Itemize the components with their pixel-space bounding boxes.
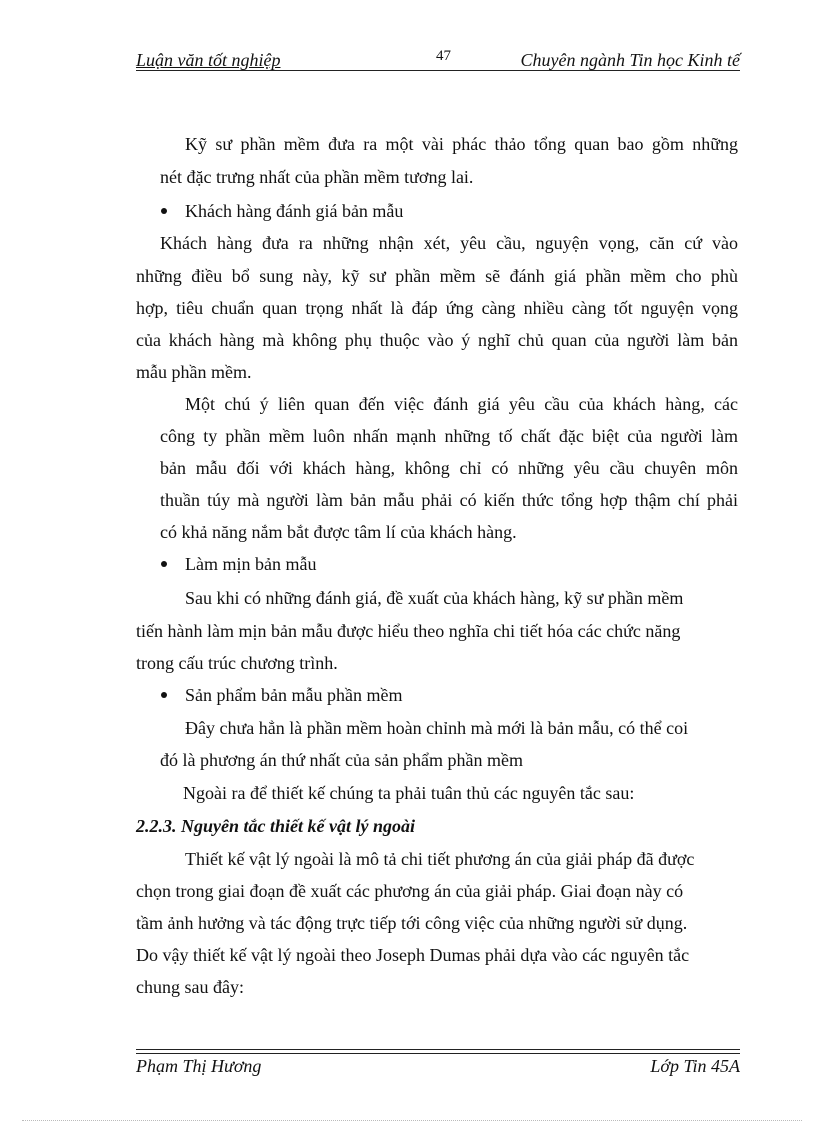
paragraph-line: nét đặc trưng nhất của phần mềm tương lai. [160, 167, 474, 187]
paragraph-line: Một chú ý liên quan đến việc đánh giá yêu cầu của khách hàng, các [185, 394, 738, 414]
paragraph-line: của khách hàng mà không phụ thuộc vào ý nghĩ chủ quan của người làm bản [136, 330, 738, 350]
paragraph-line: thuần túy mà người làm bản mẫu phải có kiến thức tổng hợp thậm chí phải [160, 490, 738, 510]
footer-author: Phạm Thị Hương [136, 1056, 262, 1076]
bullet-item: Khách hàng đánh giá bản mẫu [185, 201, 404, 221]
page-number: 47 [436, 48, 451, 64]
paragraph-line: Đây chưa hẳn là phần mềm hoàn chỉnh mà mới là bản mẫu, có thể coi [185, 718, 689, 738]
header-rule [136, 70, 740, 71]
header-major: Chuyên ngành Tin học Kinh tế [520, 50, 740, 70]
paragraph-line: có khả năng nắm bắt được tâm lí của khách hàng. [160, 522, 517, 542]
paragraph-line: chung sau đây: [136, 977, 244, 997]
page-footer [136, 1054, 740, 1080]
paragraph-line: những điều bổ sung này, kỹ sư phần mềm sẽ đánh giá phần mềm cho phù [136, 266, 738, 286]
bullet-item: Làm mịn bản mẫu [185, 554, 317, 574]
paragraph-line: công ty phần mềm luôn nhấn mạnh những tố chất đặc biệt của người làm [160, 426, 738, 446]
bullet-icon [161, 692, 167, 698]
paragraph-line: Khách hàng đưa ra những nhận xét, yêu cầu, nguyện vọng, căn cứ vào [160, 233, 738, 253]
paragraph-line: Thiết kế vật lý ngoài là mô tả chi tiết phương án của giải pháp đã được [185, 849, 695, 869]
paragraph-line: Do vậy thiết kế vật lý ngoài theo Joseph Dumas phải dựa vào các nguyên tắc [136, 945, 690, 965]
paragraph-line: tầm ảnh hưởng và tác động trực tiếp tới công việc của những người sử dụng. [136, 913, 688, 933]
paragraph-line: bản mẫu đối với khách hàng, không chỉ có những yêu cầu chuyên môn [160, 458, 738, 478]
paragraph-line: Kỹ sư phần mềm đưa ra một vài phác thảo tổng quan bao gồm những [185, 134, 738, 154]
bullet-item: Sản phẩm bản mẫu phần mềm [185, 685, 403, 705]
paragraph-line: Ngoài ra để thiết kế chúng ta phải tuân thủ các nguyên tắc sau: [183, 783, 635, 803]
paragraph-line: Sau khi có những đánh giá, đề xuất của khách hàng, kỹ sư phần mềm [185, 588, 684, 608]
paragraph-line: hợp, tiêu chuẩn quan trọng nhất là đáp ứng càng nhiều càng tốt nguyện vọng [136, 298, 738, 318]
header-thesis-title: Luận văn tốt nghiệp [136, 50, 281, 70]
paragraph-line: đó là phương án thứ nhất của sản phẩm phần mềm [160, 750, 523, 770]
bullet-icon [161, 208, 167, 214]
paragraph-line: trong cấu trúc chương trình. [136, 653, 338, 673]
footer-class: Lớp Tin 45A [650, 1056, 740, 1076]
page-edge-divider [22, 1120, 802, 1121]
paragraph-line: mẫu phần mềm. [136, 362, 252, 382]
footer-rule [136, 1049, 740, 1050]
paragraph-line: tiến hành làm mịn bản mẫu được hiểu theo nghĩa chi tiết hóa các chức năng [136, 621, 681, 641]
paragraph-line: chọn trong giai đoạn đề xuất các phương án của giải pháp. Giai đoạn này có [136, 881, 684, 901]
section-heading: 2.2.3. Nguyên tắc thiết kế vật lý ngoài [136, 816, 415, 836]
bullet-icon [161, 561, 167, 567]
